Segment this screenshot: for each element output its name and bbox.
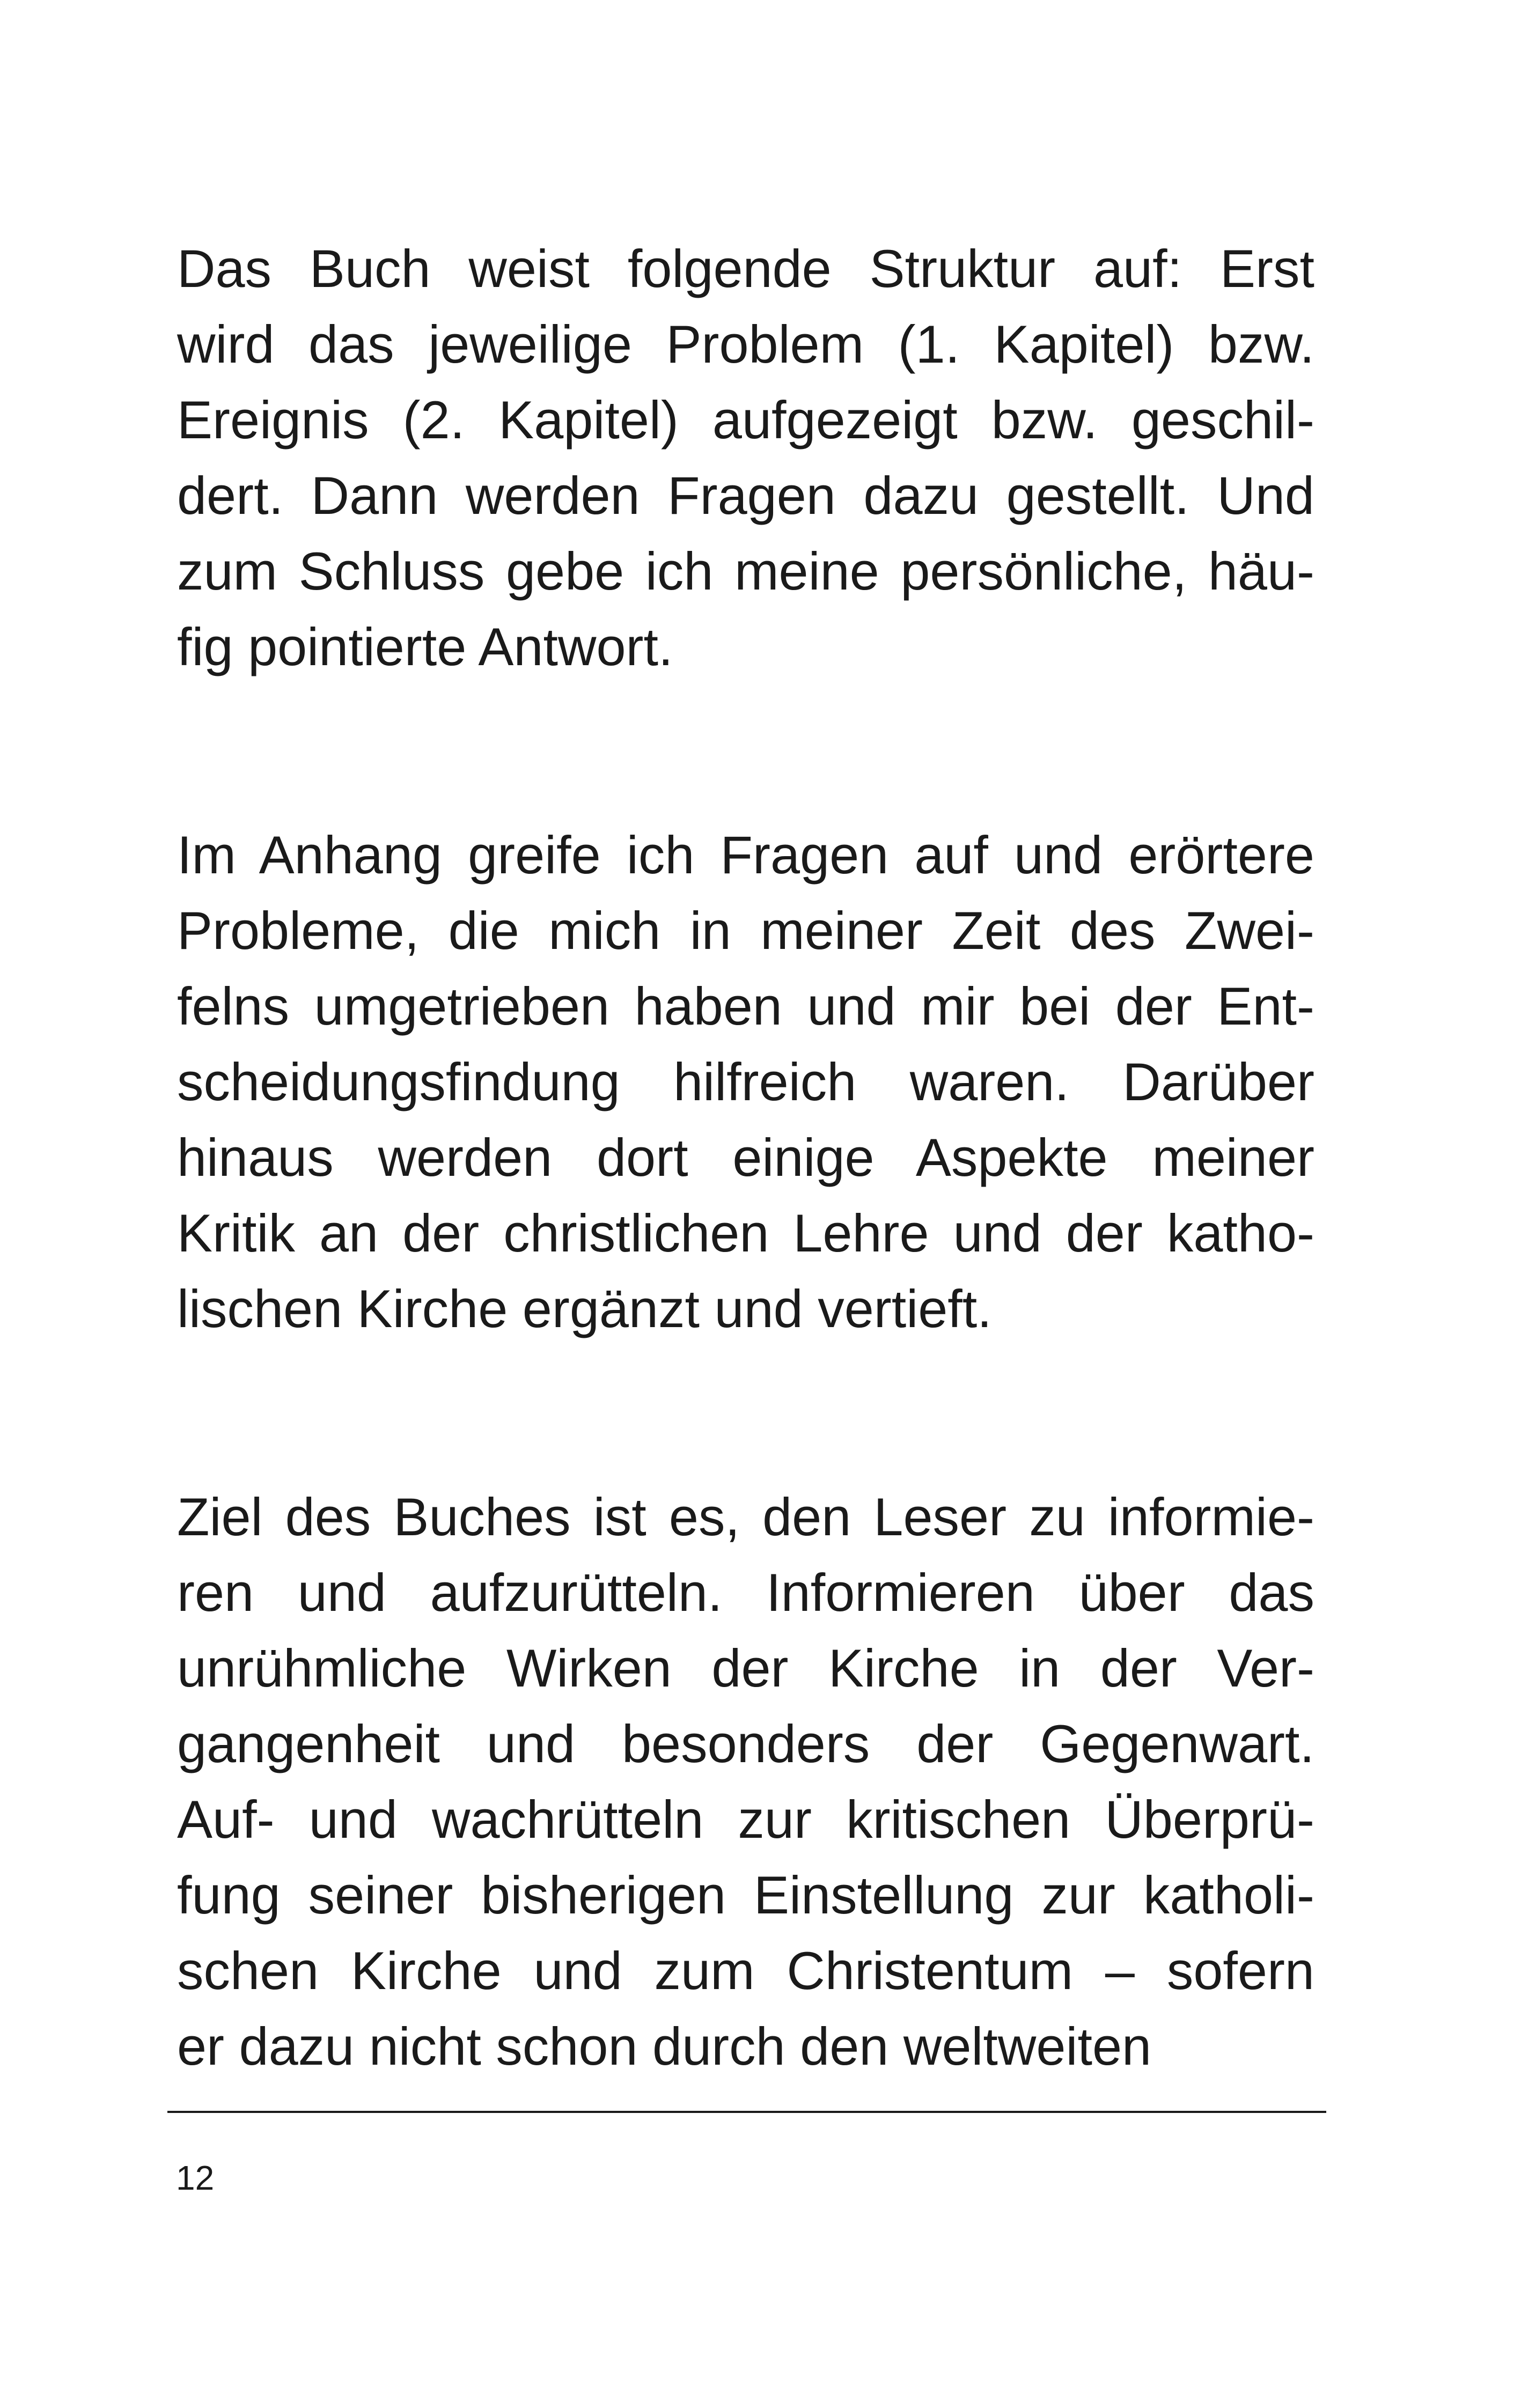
text-line: gangenheit und besonders der Gegenwart. [177,1714,1314,1773]
text-line: felns umgetrieben haben und mir bei der Ent- [177,976,1314,1036]
text-line: lischen Kirche ergänzt und vertieft. [177,1279,992,1338]
paragraph-goal [177,1479,1314,2084]
text-line: schen Kirche und zum Christentum – sofern [177,1941,1314,2000]
body-text [177,231,1314,2084]
paragraph-structure [177,231,1314,684]
text-line: Im Anhang greife ich Fragen auf und erörtere [177,825,1314,885]
text-line: fig pointierte Antwort. [177,617,673,676]
footer-rule [167,2111,1326,2113]
paragraph-appendix [177,817,1314,1346]
text-line: ren und aufzurütteln. Informieren über das [177,1563,1314,1622]
text-line: Kritik an der christlichen Lehre und der katho- [177,1203,1314,1263]
text-line: Das Buch weist folgende Struktur auf: Erst [177,239,1314,298]
text-line: er dazu nicht schon durch den weltweiten [177,2016,1152,2076]
text-line: fung seiner bisherigen Einstellung zur katholi- [177,1865,1314,1925]
text-line: unrühmliche Wirken der Kirche in der Ver- [177,1638,1314,1698]
text-line: Ereignis (2. Kapitel) aufgezeigt bzw. geschil- [177,390,1314,450]
page-number: 12 [176,2159,215,2197]
text-line: zum Schluss gebe ich meine persönliche, häu- [177,541,1314,601]
text-line: scheidungsfindung hilfreich waren. Darüber [177,1052,1314,1111]
text-line: hinaus werden dort einige Aspekte meiner [177,1128,1314,1187]
text-line: wird das jeweilige Problem (1. Kapitel) bzw. [177,314,1314,374]
text-line: Ziel des Buches ist es, den Leser zu informie- [177,1487,1314,1547]
text-line: Auf- und wachrütteln zur kritischen Überprü- [177,1790,1314,1849]
text-line: dert. Dann werden Fragen dazu gestellt. Und [177,466,1314,525]
text-line: Probleme, die mich in meiner Zeit des Zwei- [177,901,1314,960]
